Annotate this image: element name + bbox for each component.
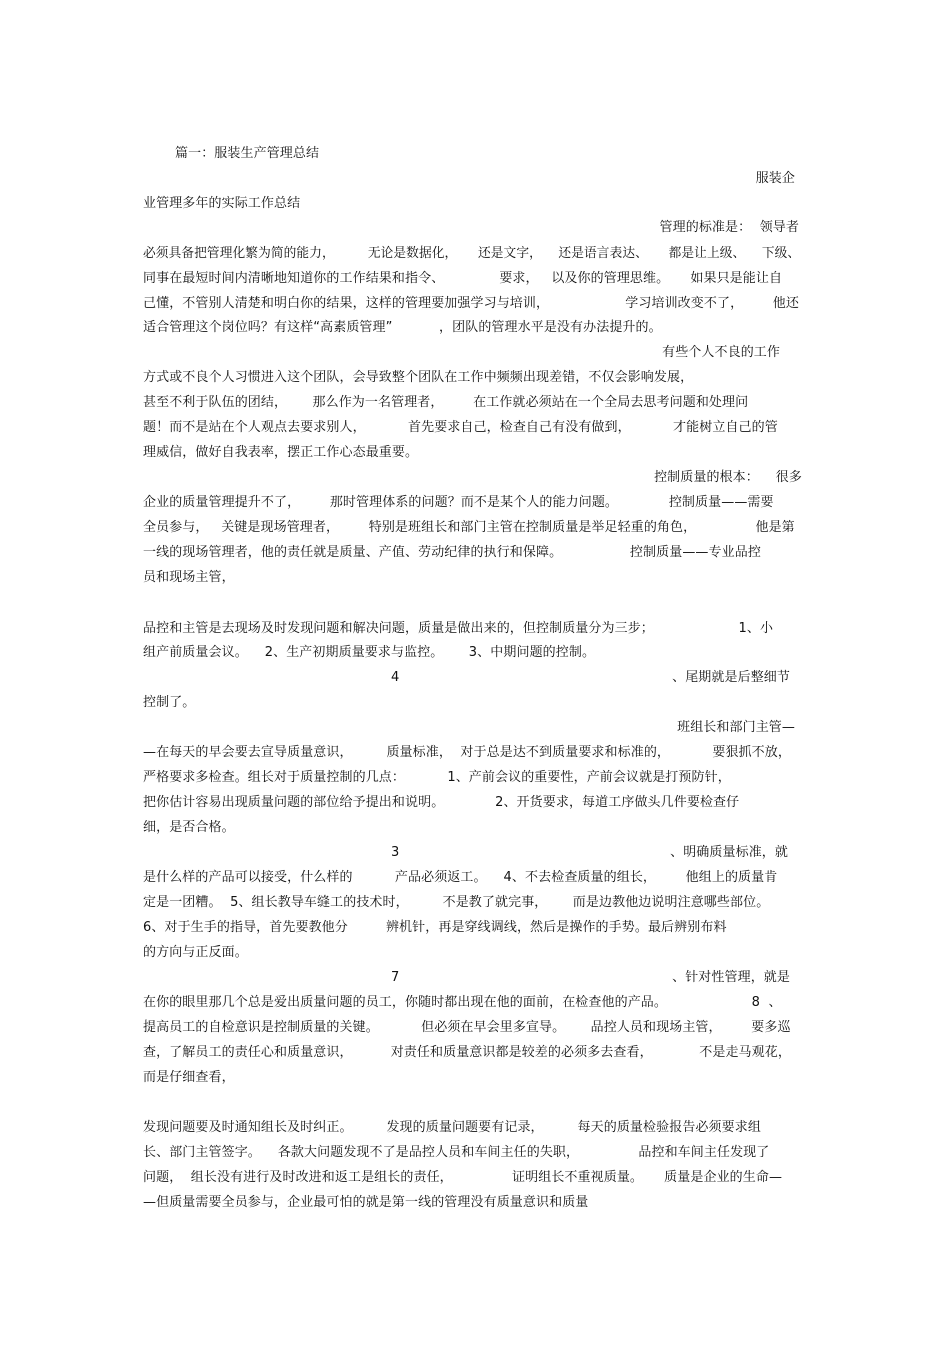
paragraph-line: —但质量需要全员参与，企业最可怕的就是第一线的管理没有质量意识和质量 — [143, 1195, 589, 1210]
paragraph-line: 全员参与， 关键是现场管理者， 特别是班组长和部门主管在控制质量是举足轻重的角色， 他是第 — [143, 520, 795, 535]
paragraph-line: 适合管理这个岗位吗？有这样“高素质管理” ，团队的管理水平是没有办法提升的。 — [143, 320, 662, 335]
paragraph-line: 是什么样的产品可以接受，什么样的 产品必须返工。 4、不去检查质量的组长， 他组上的质量肯 — [143, 870, 778, 885]
paragraph-line: 员和现场主管， — [143, 570, 235, 585]
list-number: 4 — [391, 670, 400, 685]
paragraph-line: 企业的质量管理提升不了， 那时管理体系的问题？而不是某个人的能力问题。 控制质量——需要 — [143, 495, 774, 510]
list-number: 7 — [391, 970, 400, 985]
paragraph-line: 的方向与正反面。 — [143, 945, 248, 960]
paragraph-line: 必须具备把管理化繁为简的能力， 无论是数据化， 还是文字， 还是语言表达、 都是让上级、 下级、 — [143, 246, 801, 261]
paragraph-line: 把你估计容易出现质量问题的部位给予提出和说明。 2、开货要求，每道工序做头几件要检查仔 — [143, 795, 740, 810]
paragraph-line: 定是一团糟。 5、组长教导车缝工的技术时， 不是教了就完事， 而是边教他边说明注意哪些部位。 — [143, 895, 770, 910]
paragraph-line: 班组长和部门主管— — [677, 720, 795, 735]
paragraph-line: 6、对于生手的指导，首先要教他分 辨机针，再是穿线调线，然后是操作的手势。最后辨别布料 — [143, 920, 727, 935]
document-title: 篇一：服装生产管理总结 — [175, 146, 320, 161]
paragraph-line: 同事在最短时间内清晰地知道你的工作结果和指令、 要求， 以及你的管理思维。 如果只是能让自 — [143, 271, 783, 286]
paragraph-line: 有些个人不良的工作 — [662, 345, 780, 360]
paragraph-line: 而是仔细查看， — [143, 1070, 235, 1085]
paragraph-line: 提高员工的自检意识是控制质量的关键。 但必须在早会里多宣导。 品控人员和现场主管， 要多巡 — [143, 1020, 791, 1035]
paragraph-line: 长、部门主管签字。 各款大问题发现不了是品控人员和车间主任的失职， 品控和车间主任发现了 — [143, 1145, 770, 1160]
paragraph-line: 查，了解员工的责任心和质量意识， 对责任和质量意识都是较差的必须多去查看， 不是走马观花， — [143, 1045, 791, 1060]
paragraph-line: 控制质量的根本： 很多 — [654, 470, 802, 485]
paragraph-line: 管理的标准是： 领导者 — [659, 220, 799, 235]
paragraph-line: 问题， 组长没有进行及时改进和返工是组长的责任， 证明组长不重视质量。 质量是企业的生命— — [143, 1170, 783, 1185]
paragraph-line: 品控和主管是去现场及时发现问题和解决问题，质量是做出来的，但控制质量分为三步； 1、小 — [143, 621, 774, 636]
paragraph-line: 甚至不利于队伍的团结， 那么作为一名管理者， 在工作就必须站在一个全局去思考问题和处理问 — [143, 395, 749, 410]
paragraph-line: 方式或不良个人习惯进入这个团队，会导致整个团队在工作中频频出现差错，不仅会影响发展， — [143, 370, 694, 385]
paragraph-line: 、尾期就是后整细节 — [672, 670, 790, 685]
list-number: 3 — [391, 845, 400, 860]
paragraph-line: 一线的现场管理者，他的责任就是质量、产值、劳动纪律的执行和保障。 控制质量——专业品控 — [143, 545, 761, 560]
paragraph-line: 、明确质量标准，就 — [670, 845, 788, 860]
paragraph-line: 发现问题要及时通知组长及时纠正。 发现的质量问题要有记录， 每天的质量检验报告必须要求组 — [143, 1120, 761, 1135]
paragraph-line: 业管理多年的实际工作总结 — [143, 196, 301, 211]
paragraph-line: 组产前质量会议。 2、生产初期质量要求与监控。 3、中期问题的控制。 — [143, 645, 596, 660]
paragraph-line: 理威信，做好自我表率，摆正工作心态最重要。 — [143, 445, 419, 460]
paragraph-line: 在你的眼里那几个总是爱出质量问题的员工，你随时都出现在他的面前，在检查他的产品。 8 、 — [143, 995, 782, 1010]
paragraph-line: 细，是否合格。 — [143, 820, 235, 835]
paragraph-line: 、针对性管理，就是 — [672, 970, 790, 985]
paragraph-line: 服装企 — [755, 171, 795, 186]
paragraph-line: 严格要求多检查。组长对于质量控制的几点： 1、产前会议的重要性，产前会议就是打预防针， — [143, 770, 731, 785]
paragraph-line: 控制了。 — [143, 695, 196, 710]
paragraph-line: 己懂，不管别人清楚和明白你的结果，这样的管理要加强学习与培训， 学习培训改变不了， 他还 — [143, 296, 800, 311]
paragraph-line: 题！而不是站在个人观点去要求别人， 首先要求自己，检查自己有没有做到， 才能树立自己的管 — [143, 420, 778, 435]
paragraph-line: —在每天的早会要去宣导质量意识， 质量标准， 对于总是达不到质量要求和标准的， 要狠抓不放， — [143, 745, 791, 760]
